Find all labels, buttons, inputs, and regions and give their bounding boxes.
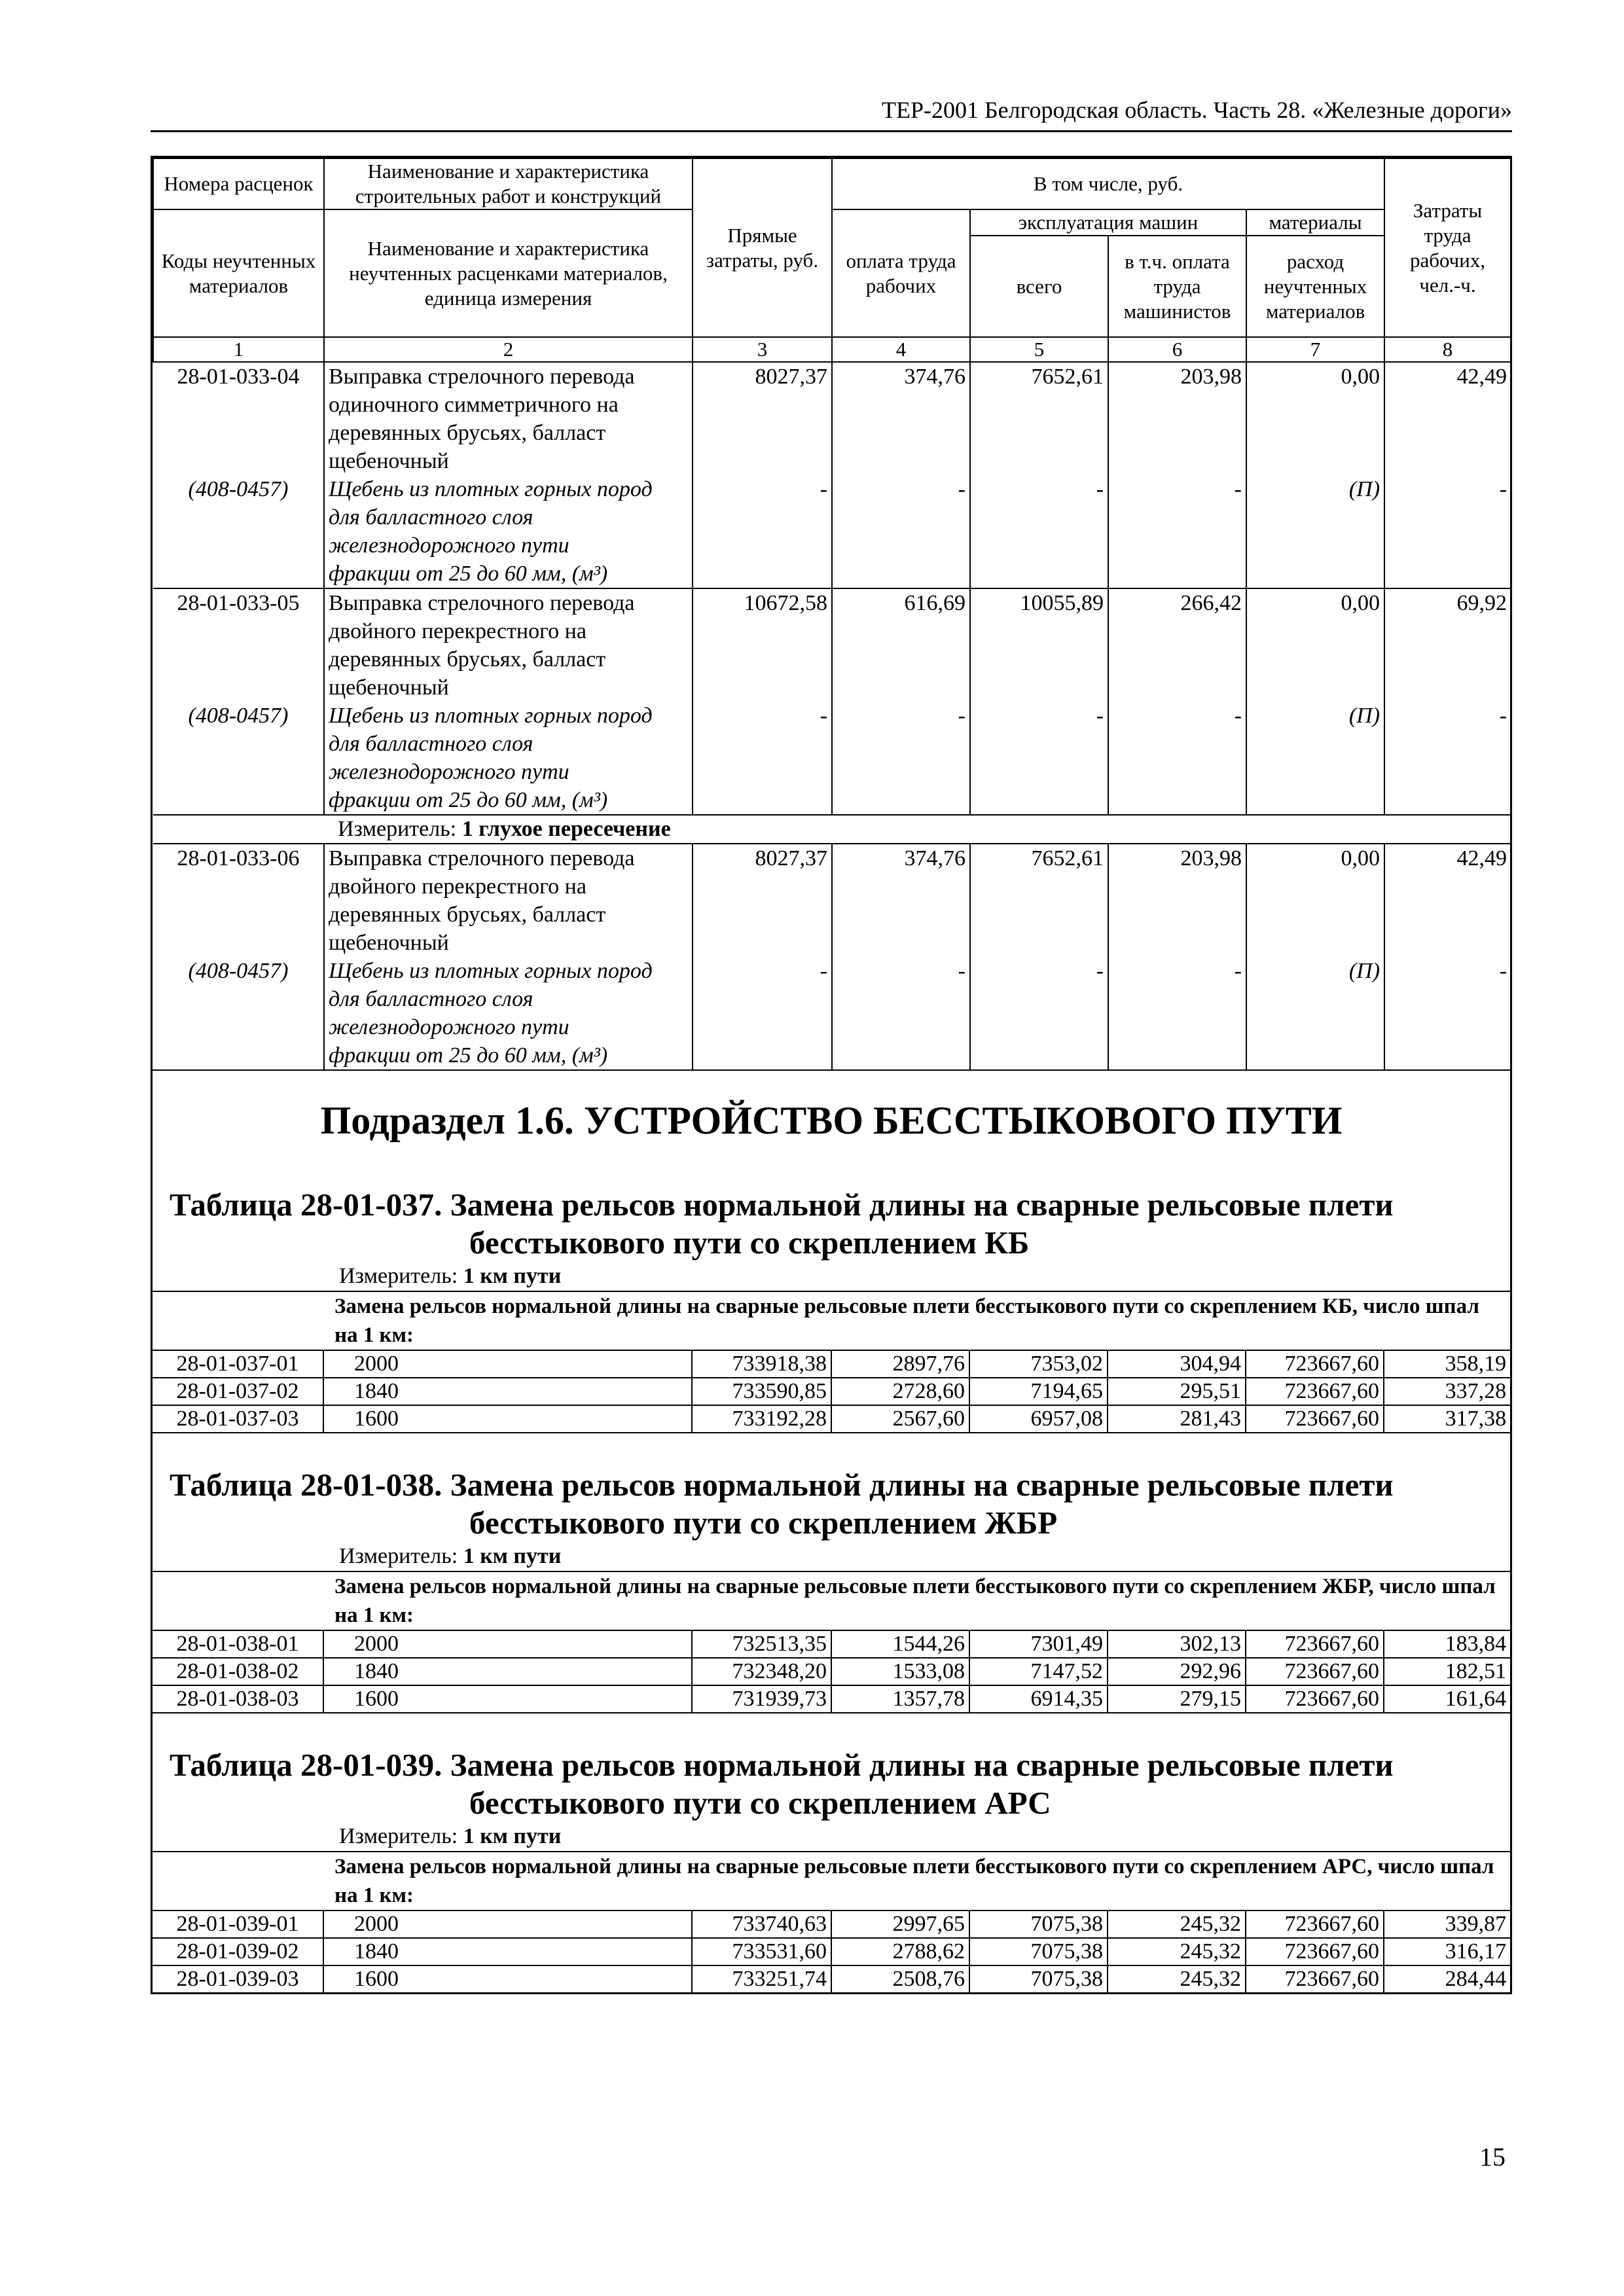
table-row bbox=[153, 1630, 1510, 1658]
column-number: 2 bbox=[324, 337, 693, 362]
direct-cost: 8027,37 bbox=[693, 362, 832, 475]
table-title bbox=[153, 1713, 1510, 1822]
table-note: Замена рельсов нормальной длины на сварные рельсовые плети бесстыкового пути со скреплением АРС, число шпал на 1 км: bbox=[153, 1852, 1510, 1910]
table-note-row bbox=[153, 1852, 1510, 1910]
labor-hours: 316,17 bbox=[1384, 1938, 1510, 1965]
labor-hours: 69,92 bbox=[1384, 588, 1511, 702]
direct-cost: 732513,35 bbox=[692, 1630, 831, 1658]
material-name-line: фракции от 25 до 60 мм, (м³) bbox=[329, 562, 608, 586]
labor-cost: 1533,08 bbox=[831, 1658, 969, 1685]
labor-cost: 2567,60 bbox=[831, 1405, 969, 1433]
col2-bottom-header: Наименование и характеристика неучтенных расценками материалов, единица измерения bbox=[324, 209, 693, 337]
materials-header: материалы bbox=[1246, 209, 1384, 236]
table-row bbox=[153, 1965, 1510, 1992]
material-row bbox=[153, 702, 1511, 815]
rate-row bbox=[153, 588, 1511, 702]
labor-cost: 2508,76 bbox=[831, 1965, 969, 1992]
rate-code: 28-01-033-04 bbox=[177, 365, 300, 389]
table-note: Замена рельсов нормальной длины на сварные рельсовые плети бесстыкового пути со скреплением КБ, число шпал на 1 км: bbox=[153, 1291, 1510, 1350]
direct-cost: 731939,73 bbox=[692, 1685, 831, 1713]
rates-subtable bbox=[153, 1291, 1510, 1433]
table-measure bbox=[153, 1542, 1510, 1571]
rate-name-line: двойного перекрестного на bbox=[329, 874, 586, 899]
machines-total: 7075,38 bbox=[969, 1910, 1108, 1938]
materials-cost: 723667,60 bbox=[1246, 1350, 1384, 1378]
section-title: Подраздел 1.6. УСТРОЙСТВО БЕССТЫКОВОГО ПУТИ bbox=[320, 1099, 1343, 1142]
material-value: (П) bbox=[1246, 957, 1384, 1069]
machinists-cost: 281,43 bbox=[1108, 1405, 1246, 1433]
labor-hours: 339,87 bbox=[1384, 1910, 1510, 1938]
machinists-cost: 245,32 bbox=[1108, 1910, 1246, 1938]
table-title-line: бесстыкового пути со скреплением АРС bbox=[469, 1785, 1051, 1821]
direct-cost: 733531,60 bbox=[692, 1938, 831, 1965]
column-number: 7 bbox=[1246, 337, 1384, 362]
machinists-cost: 292,96 bbox=[1108, 1658, 1246, 1685]
machines-total: 7652,61 bbox=[970, 844, 1108, 957]
included-header: В том числе, руб. bbox=[832, 158, 1384, 209]
labor-hours: 42,49 bbox=[1384, 362, 1511, 475]
sleepers-count: 1600 bbox=[323, 1405, 692, 1433]
measure-value: 1 км пути bbox=[463, 1544, 562, 1568]
material-value: (П) bbox=[1246, 475, 1384, 588]
rate-code: 28-01-033-05 bbox=[153, 588, 324, 702]
col3-header: Прямые затраты, руб. bbox=[693, 158, 832, 337]
rate-code: 28-01-038-02 bbox=[153, 1658, 323, 1685]
table-row bbox=[153, 1910, 1510, 1938]
rate-name-line: деревянных брусьях, балласт bbox=[329, 903, 606, 927]
rate-code: 28-01-037-02 bbox=[153, 1378, 323, 1405]
materials-cost: 723667,60 bbox=[1246, 1630, 1384, 1658]
col6-header: в т.ч. оплата труда машинистов bbox=[1108, 236, 1246, 337]
table-title-line: бесстыкового пути со скреплением КБ bbox=[469, 1225, 1030, 1261]
measure-label: Измеритель: bbox=[339, 1544, 463, 1568]
machines-total: 7301,49 bbox=[969, 1630, 1108, 1658]
table-note-row bbox=[153, 1291, 1510, 1350]
material-name-line: железнодорожного пути bbox=[329, 533, 569, 558]
sleepers-count: 1840 bbox=[323, 1938, 692, 1965]
col7-header: расход неучтенных материалов bbox=[1246, 236, 1384, 337]
table-measure bbox=[153, 1822, 1510, 1851]
rate-name-line: Выправка стрелочного перевода bbox=[329, 591, 635, 615]
material-value: - bbox=[832, 702, 970, 815]
material-name-line: фракции от 25 до 60 мм, (м³) bbox=[329, 1043, 608, 1067]
table-title-line: бесстыкового пути со скреплением ЖБР bbox=[469, 1505, 1058, 1541]
sleepers-count: 2000 bbox=[323, 1630, 692, 1658]
table-measure bbox=[153, 1262, 1510, 1291]
sleepers-count: 1840 bbox=[323, 1378, 692, 1405]
table-row bbox=[153, 1405, 1510, 1433]
materials-cost: 723667,60 bbox=[1246, 1405, 1384, 1433]
machines-total: 7075,38 bbox=[969, 1938, 1108, 1965]
machinists-cost: 266,42 bbox=[1108, 588, 1246, 702]
labor-cost: 2897,76 bbox=[831, 1350, 969, 1378]
materials-cost: 723667,60 bbox=[1246, 1965, 1384, 1992]
machinists-cost: 279,15 bbox=[1108, 1685, 1246, 1713]
rate-code: 28-01-039-02 bbox=[153, 1938, 323, 1965]
direct-cost: 733740,63 bbox=[692, 1910, 831, 1938]
material-code: (408-0457) bbox=[188, 477, 289, 501]
rate-code: 28-01-038-03 bbox=[153, 1685, 323, 1713]
material-row bbox=[153, 957, 1511, 1069]
table-note: Замена рельсов нормальной длины на сварные рельсовые плети бесстыкового пути со скреплением ЖБР, число шпал на 1 км: bbox=[153, 1571, 1510, 1630]
machines-header: эксплуатация машин bbox=[970, 209, 1246, 236]
direct-cost: 733192,28 bbox=[692, 1405, 831, 1433]
direct-cost: 733590,85 bbox=[692, 1378, 831, 1405]
labor-hours: 183,84 bbox=[1384, 1630, 1510, 1658]
column-number: 5 bbox=[970, 337, 1108, 362]
material-name-line: для балластного слоя bbox=[329, 505, 533, 529]
labor-cost: 1544,26 bbox=[831, 1630, 969, 1658]
materials-cost: 723667,60 bbox=[1246, 1938, 1384, 1965]
labor-cost: 616,69 bbox=[832, 588, 970, 702]
rate-code: 28-01-037-01 bbox=[153, 1350, 323, 1378]
materials-cost: 0,00 bbox=[1246, 844, 1384, 957]
rate-row bbox=[153, 362, 1511, 475]
column-numbers-row bbox=[153, 337, 1511, 362]
machines-total: 7194,65 bbox=[969, 1378, 1108, 1405]
direct-cost: 10672,58 bbox=[693, 588, 832, 702]
material-name-line: железнодорожного пути bbox=[329, 1015, 569, 1039]
price-document bbox=[151, 156, 1512, 1994]
sleepers-count: 2000 bbox=[323, 1910, 692, 1938]
direct-cost: 733251,74 bbox=[692, 1965, 831, 1992]
machines-total: 7652,61 bbox=[970, 362, 1108, 475]
rate-name-line: деревянных брусьях, балласт bbox=[329, 421, 606, 445]
labor-hours: 358,19 bbox=[1384, 1350, 1510, 1378]
material-value: - bbox=[1108, 475, 1246, 588]
material-code: (408-0457) bbox=[188, 959, 289, 983]
machines-total: 6957,08 bbox=[969, 1405, 1108, 1433]
page-header: ТЕР-2001 Белгородская область. Часть 28. «Железные дороги» bbox=[882, 97, 1512, 123]
column-number: 6 bbox=[1108, 337, 1246, 362]
table-row bbox=[153, 1658, 1510, 1685]
rate-name-line: щебеночный bbox=[329, 931, 449, 955]
material-value: (П) bbox=[1246, 702, 1384, 815]
materials-cost: 723667,60 bbox=[1246, 1685, 1384, 1713]
material-name-line: Щебень из плотных горных пород bbox=[329, 959, 653, 983]
material-value: - bbox=[832, 475, 970, 588]
material-name-line: Щебень из плотных горных пород bbox=[329, 704, 653, 728]
material-name-line: для балластного слоя bbox=[329, 732, 533, 756]
material-value: - bbox=[970, 475, 1108, 588]
material-value: - bbox=[970, 702, 1108, 815]
material-name-line: железнодорожного пути bbox=[329, 760, 569, 784]
rate-row bbox=[153, 844, 1511, 957]
direct-cost: 8027,37 bbox=[693, 844, 832, 957]
measure-value: 1 км пути bbox=[463, 1264, 562, 1288]
col2-top-header: Наименование и характеристика строительных работ и конструкций bbox=[324, 158, 693, 209]
col1-bottom-header: Коды неучтенных материалов bbox=[153, 209, 324, 337]
measure-value: 1 глухое пересечение bbox=[461, 817, 671, 841]
labor-hours: 42,49 bbox=[1384, 844, 1511, 957]
machinists-cost: 302,13 bbox=[1108, 1630, 1246, 1658]
table-title-line: Таблица 28-01-038. Замена рельсов нормальной длины на сварные рельсовые плети bbox=[170, 1467, 1394, 1503]
sleepers-count: 2000 bbox=[323, 1350, 692, 1378]
labor-hours: 161,64 bbox=[1384, 1685, 1510, 1713]
rate-name-line: деревянных брусьях, балласт bbox=[329, 647, 606, 672]
labor-hours: 337,28 bbox=[1384, 1378, 1510, 1405]
material-value: - bbox=[1384, 702, 1511, 815]
rate-name-line: одиночного симметричного на bbox=[329, 393, 619, 417]
material-name-line: для балластного слоя bbox=[329, 987, 533, 1011]
material-value: - bbox=[832, 957, 970, 1069]
labor-cost: 2997,65 bbox=[831, 1910, 969, 1938]
material-value: - bbox=[693, 957, 832, 1069]
rate-code: 28-01-037-03 bbox=[153, 1405, 323, 1433]
material-value: - bbox=[693, 475, 832, 588]
sleepers-count: 1840 bbox=[323, 1658, 692, 1685]
material-value: - bbox=[693, 702, 832, 815]
rate-code: 28-01-039-01 bbox=[153, 1910, 323, 1938]
measure-row bbox=[153, 815, 1511, 844]
material-name-line: фракции от 25 до 60 мм, (м³) bbox=[329, 788, 608, 812]
section-block bbox=[153, 1069, 1510, 1992]
material-value: - bbox=[1108, 702, 1246, 815]
rate-name-line: Выправка стрелочного перевода bbox=[329, 846, 635, 870]
rate-name-line: двойного перекрестного на bbox=[329, 619, 586, 643]
rate-name-line: Выправка стрелочного перевода bbox=[329, 365, 635, 389]
sleepers-count: 1600 bbox=[323, 1685, 692, 1713]
col8-header: Затраты труда рабочих, чел.-ч. bbox=[1384, 158, 1511, 337]
materials-cost: 0,00 bbox=[1246, 362, 1384, 475]
machines-total: 6914,35 bbox=[969, 1685, 1108, 1713]
rate-code: 28-01-039-03 bbox=[153, 1965, 323, 1992]
machinists-cost: 304,94 bbox=[1108, 1350, 1246, 1378]
machinists-cost: 203,98 bbox=[1108, 844, 1246, 957]
table-note-row bbox=[153, 1571, 1510, 1630]
table-row bbox=[153, 1685, 1510, 1713]
column-number: 4 bbox=[832, 337, 970, 362]
machinists-cost: 295,51 bbox=[1108, 1378, 1246, 1405]
materials-cost: 723667,60 bbox=[1246, 1910, 1384, 1938]
measure-label: Измеритель: bbox=[339, 1264, 463, 1288]
material-code: (408-0457) bbox=[188, 704, 289, 728]
rate-name-line: щебеночный bbox=[329, 449, 449, 473]
material-value: - bbox=[1384, 957, 1511, 1069]
material-row bbox=[153, 475, 1511, 588]
table-title bbox=[153, 1173, 1510, 1262]
machinists-cost: 203,98 bbox=[1108, 362, 1246, 475]
rates-table bbox=[153, 158, 1511, 1069]
column-number: 8 bbox=[1384, 337, 1511, 362]
labor-cost: 374,76 bbox=[832, 844, 970, 957]
rate-code: 28-01-038-01 bbox=[153, 1630, 323, 1658]
labor-cost: 2788,62 bbox=[831, 1938, 969, 1965]
direct-cost: 733918,38 bbox=[692, 1350, 831, 1378]
measure-label: Измеритель: bbox=[338, 817, 462, 841]
rates-subtable bbox=[153, 1571, 1510, 1713]
direct-cost: 732348,20 bbox=[692, 1658, 831, 1685]
materials-cost: 723667,60 bbox=[1246, 1658, 1384, 1685]
material-value: - bbox=[970, 957, 1108, 1069]
labor-hours: 284,44 bbox=[1384, 1965, 1510, 1992]
material-value: - bbox=[1108, 957, 1246, 1069]
rate-code: 28-01-033-06 bbox=[153, 844, 324, 957]
table-title bbox=[153, 1433, 1510, 1542]
materials-cost: 723667,60 bbox=[1246, 1378, 1384, 1405]
col4-header: оплата труда рабочих bbox=[832, 209, 970, 337]
labor-hours: 317,38 bbox=[1384, 1405, 1510, 1433]
header-divider bbox=[151, 130, 1512, 132]
column-number: 1 bbox=[153, 337, 324, 362]
sleepers-count: 1600 bbox=[323, 1965, 692, 1992]
machines-total: 10055,89 bbox=[970, 588, 1108, 702]
table-row bbox=[153, 1938, 1510, 1965]
table-title-line: Таблица 28-01-037. Замена рельсов нормальной длины на сварные рельсовые плети bbox=[170, 1187, 1394, 1223]
table-row bbox=[153, 1350, 1510, 1378]
machines-total: 7075,38 bbox=[969, 1965, 1108, 1992]
labor-hours: 182,51 bbox=[1384, 1658, 1510, 1685]
column-number: 3 bbox=[693, 337, 832, 362]
machines-total: 7353,02 bbox=[969, 1350, 1108, 1378]
labor-cost: 2728,60 bbox=[831, 1378, 969, 1405]
rate-name-line: щебеночный bbox=[329, 675, 449, 700]
table-row bbox=[153, 1378, 1510, 1405]
machines-total: 7147,52 bbox=[969, 1658, 1108, 1685]
measure-value: 1 км пути bbox=[463, 1824, 562, 1848]
material-name-line: Щебень из плотных горных пород bbox=[329, 477, 653, 501]
labor-cost: 1357,78 bbox=[831, 1685, 969, 1713]
material-value: - bbox=[1384, 475, 1511, 588]
materials-cost: 0,00 bbox=[1246, 588, 1384, 702]
col5-header: всего bbox=[970, 236, 1108, 337]
measure-label: Измеритель: bbox=[339, 1824, 463, 1848]
machinists-cost: 245,32 bbox=[1108, 1938, 1246, 1965]
machinists-cost: 245,32 bbox=[1108, 1965, 1246, 1992]
col1-top-header: Номера расценок bbox=[153, 158, 324, 209]
labor-cost: 374,76 bbox=[832, 362, 970, 475]
rates-subtable bbox=[153, 1851, 1510, 1992]
page-number: 15 bbox=[1479, 2142, 1506, 2172]
table-title-line: Таблица 28-01-039. Замена рельсов нормальной длины на сварные рельсовые плети bbox=[170, 1747, 1394, 1783]
